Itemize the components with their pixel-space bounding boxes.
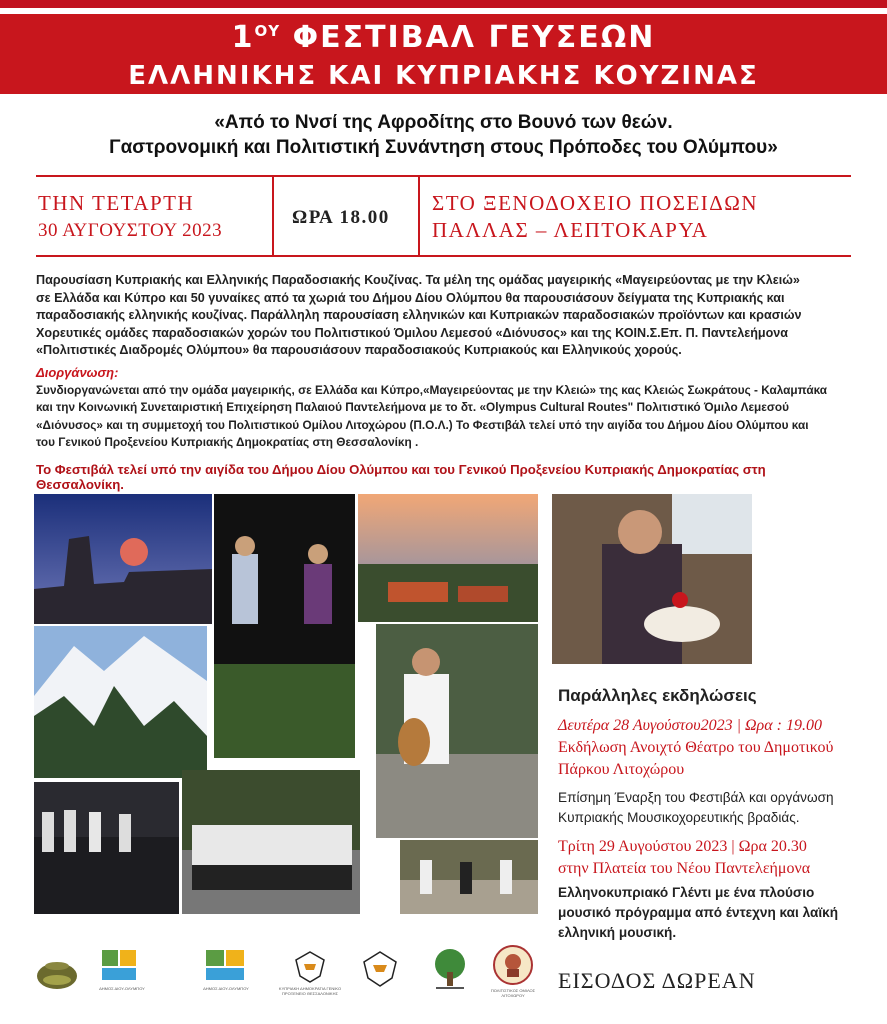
- musicians-photo: [214, 494, 355, 758]
- divider-vertical-2: [418, 177, 420, 255]
- festival-title-line1: $1^{O\Upsilon}$ ΦΕΣΤΙΒΑΛ ΓΕΥΣΕΩΝ: [231, 20, 656, 55]
- aegis-line: Το Φεστιβάλ τελεί υπό την αιγίδα του Δήμου Δίου Ολύμπου και του Γενικού Προξενείου Κυπριακής Δημοκρατίας στη Θεσσαλονίκη.: [36, 462, 766, 492]
- municipality-logo-icon: [100, 948, 140, 991]
- cultural-club-logo-icon: [492, 944, 534, 991]
- event1-datetime: Δευτέρα 28 Αυγούστου2023 | Ωρα : 19.00: [558, 717, 822, 734]
- festival-title-line2: ΕΛΛΗΝΙΚΗΣ ΚΑΙ ΚΥΠΡΙΑΚΗΣ ΚΟΥΖΙΝΑΣ: [128, 61, 759, 91]
- bouzouki-player-photo: [376, 624, 538, 838]
- municipality-logo-2-icon: [204, 948, 248, 991]
- event-venue: ΣΤΟ ΞΕΝΟΔΟΧΕΙΟ ΠΟΣΕΙΔΩΝ ΠΑΛΛΑΣ – ΛΕΠΤΟΚΑΡΥΑ: [432, 191, 759, 242]
- subtitle-quote: «Από το Ννσί της Αφροδίτης στο Βουνό των θεών. Γαστρονομική και Πολιτιστική Συνάντηση στους Πρόποδες του Ολύμπου»: [109, 112, 778, 158]
- event-date: ΤΗΝ ΤΕΤΑΡΤΗ 30 ΑΥΓΟΥΣΤΟΥ 2023: [38, 191, 223, 241]
- choir-photo: [34, 782, 179, 914]
- event2-description: Ελληνοκυπριακό Γλέντι με ένα πλούσιο μουσικό πρόγραμμα από έντεχνη και λαϊκή ελληνική μουσική.: [558, 885, 839, 940]
- event1-description: Επίσημη Έναρξη του Φεστιβάλ και οργάνωση Κυπριακής Μουσικοχορευτικής βραδιάς.: [558, 790, 834, 825]
- event1-venue: Εκδήλωση Ανοιχτό Θέατρο του Δημοτικού Πάρκου Λιτοχώρου: [558, 739, 834, 778]
- parallel-events-heading: Παράλληλες εκδηλώσεις: [558, 686, 757, 705]
- divider-top: [36, 175, 851, 177]
- event2-venue: στην Πλατεία του Νέου Παντελεήμονα: [558, 860, 811, 877]
- tree-logo-icon: [428, 946, 472, 997]
- divider-vertical-1: [272, 177, 274, 255]
- cake-celebration-photo: [552, 494, 752, 664]
- dancers-group-photo: [182, 770, 360, 914]
- cyprus-emblem-2-icon: [358, 948, 402, 993]
- organization-paragraph: Συνδιοργανώνεται από την ομάδα μαγειρικής, σε Ελλάδα και Κύπρο,«Μαγειρεύοντας με την Κλειώ» της κας Κλειώς Σωκράτους - Καλαμπάκα και την Κοινωνική Συνεταιριστική Επιχείρηση Παλαιού Παντελεήμονα με το δτ. «Olympus Cultural Routes" Πολιτιστικό Όμιλο Λεμεσού «Διόνυσος» και τη συμμετοχή του Πολιτιστικού Ομίλου Λιτοχώρου (Π.Ο.Λ.) Το Φεστιβάλ τελεί υπό την αιγίδα του Δήμου Δίου Ολύμπου και του Γενικού Προξενείου Κυπριακής Δημοκρατίας στη Θεσσαλονίκη .: [36, 383, 828, 450]
- cultural-club-caption: ΠΟΛΙΤΙΣΤΙΚΟΣ ΟΜΙΛΟΣ ΛΙΤΟΧΩΡΟΥ: [490, 988, 536, 998]
- divider-bottom: [36, 255, 851, 257]
- cyprus-emblem-icon: [290, 948, 330, 989]
- village-sunset-photo: [358, 494, 538, 622]
- event-time: ΩΡΑ 18.00: [292, 207, 390, 228]
- title-banner: [0, 14, 887, 94]
- folk-dance-photo: [400, 840, 538, 914]
- castle-moon-photo: [34, 494, 212, 624]
- top-accent-line: [0, 0, 887, 8]
- description-paragraph: Παρουσίαση Κυπριακής και Ελληνικής Παραδοσιακής Κουζίνας. Τα μέλη της ομάδας μαγειρικής «Μαγειρεύοντας με την Κλειώ» σε Ελλάδα και Κύπρο και 50 γυναίκες από τα χωριά του Δήμου Δίου Ολύμπου θα παρουσιάσουν δείγματα της Κυπριακής και παραδοσιακής ελληνικής κουζίνας. Παράλληλη παρουσίαση ελληνικών και Κυπριακών παραδοσιακών προϊόντων και κρασιών Χορευτικές ομάδες παραδοσιακών χορών του Πολιτιστικού Όμιλου Λεμεσού «Διόνυσος» και της ΚΟΙΝ.Σ.Επ. Π. Παντελεήμονα «Πολιτιστικές Διαδρομές Ολύμπου» θα παρουσιάσουν παραδοσιακούς Κυπριακούς και Ελληνικούς χορούς.: [36, 273, 802, 358]
- municipality-logo-2-caption: ΔΗΜΟΣ ΔΙΟΥ-ΟΛΥΜΠΟΥ: [203, 986, 249, 991]
- event2-datetime: Τρίτη 29 Αυγούστου 2023 | Ωρα 20.30: [558, 838, 807, 855]
- mountain-photo: [34, 626, 207, 778]
- cyprus-emblem-caption: ΚΥΠΡΙΑΚΗ ΔΗΜΟΚΡΑΤΙΑ ΓΕΝΙΚΟ ΠΡΟΞΕΝΕΙΟ ΘΕΣΣΑΛΟΝΙΚΗΣ: [278, 986, 342, 996]
- free-entry: ΕΙΣΟΔΟΣ ΔΩΡΕΑΝ: [558, 968, 756, 993]
- clay-pot-logo-icon: [34, 952, 80, 997]
- organization-heading: Διοργάνωση:: [36, 365, 119, 380]
- municipality-logo-caption: ΔΗΜΟΣ ΔΙΟΥ-ΟΛΥΜΠΟΥ: [99, 986, 145, 991]
